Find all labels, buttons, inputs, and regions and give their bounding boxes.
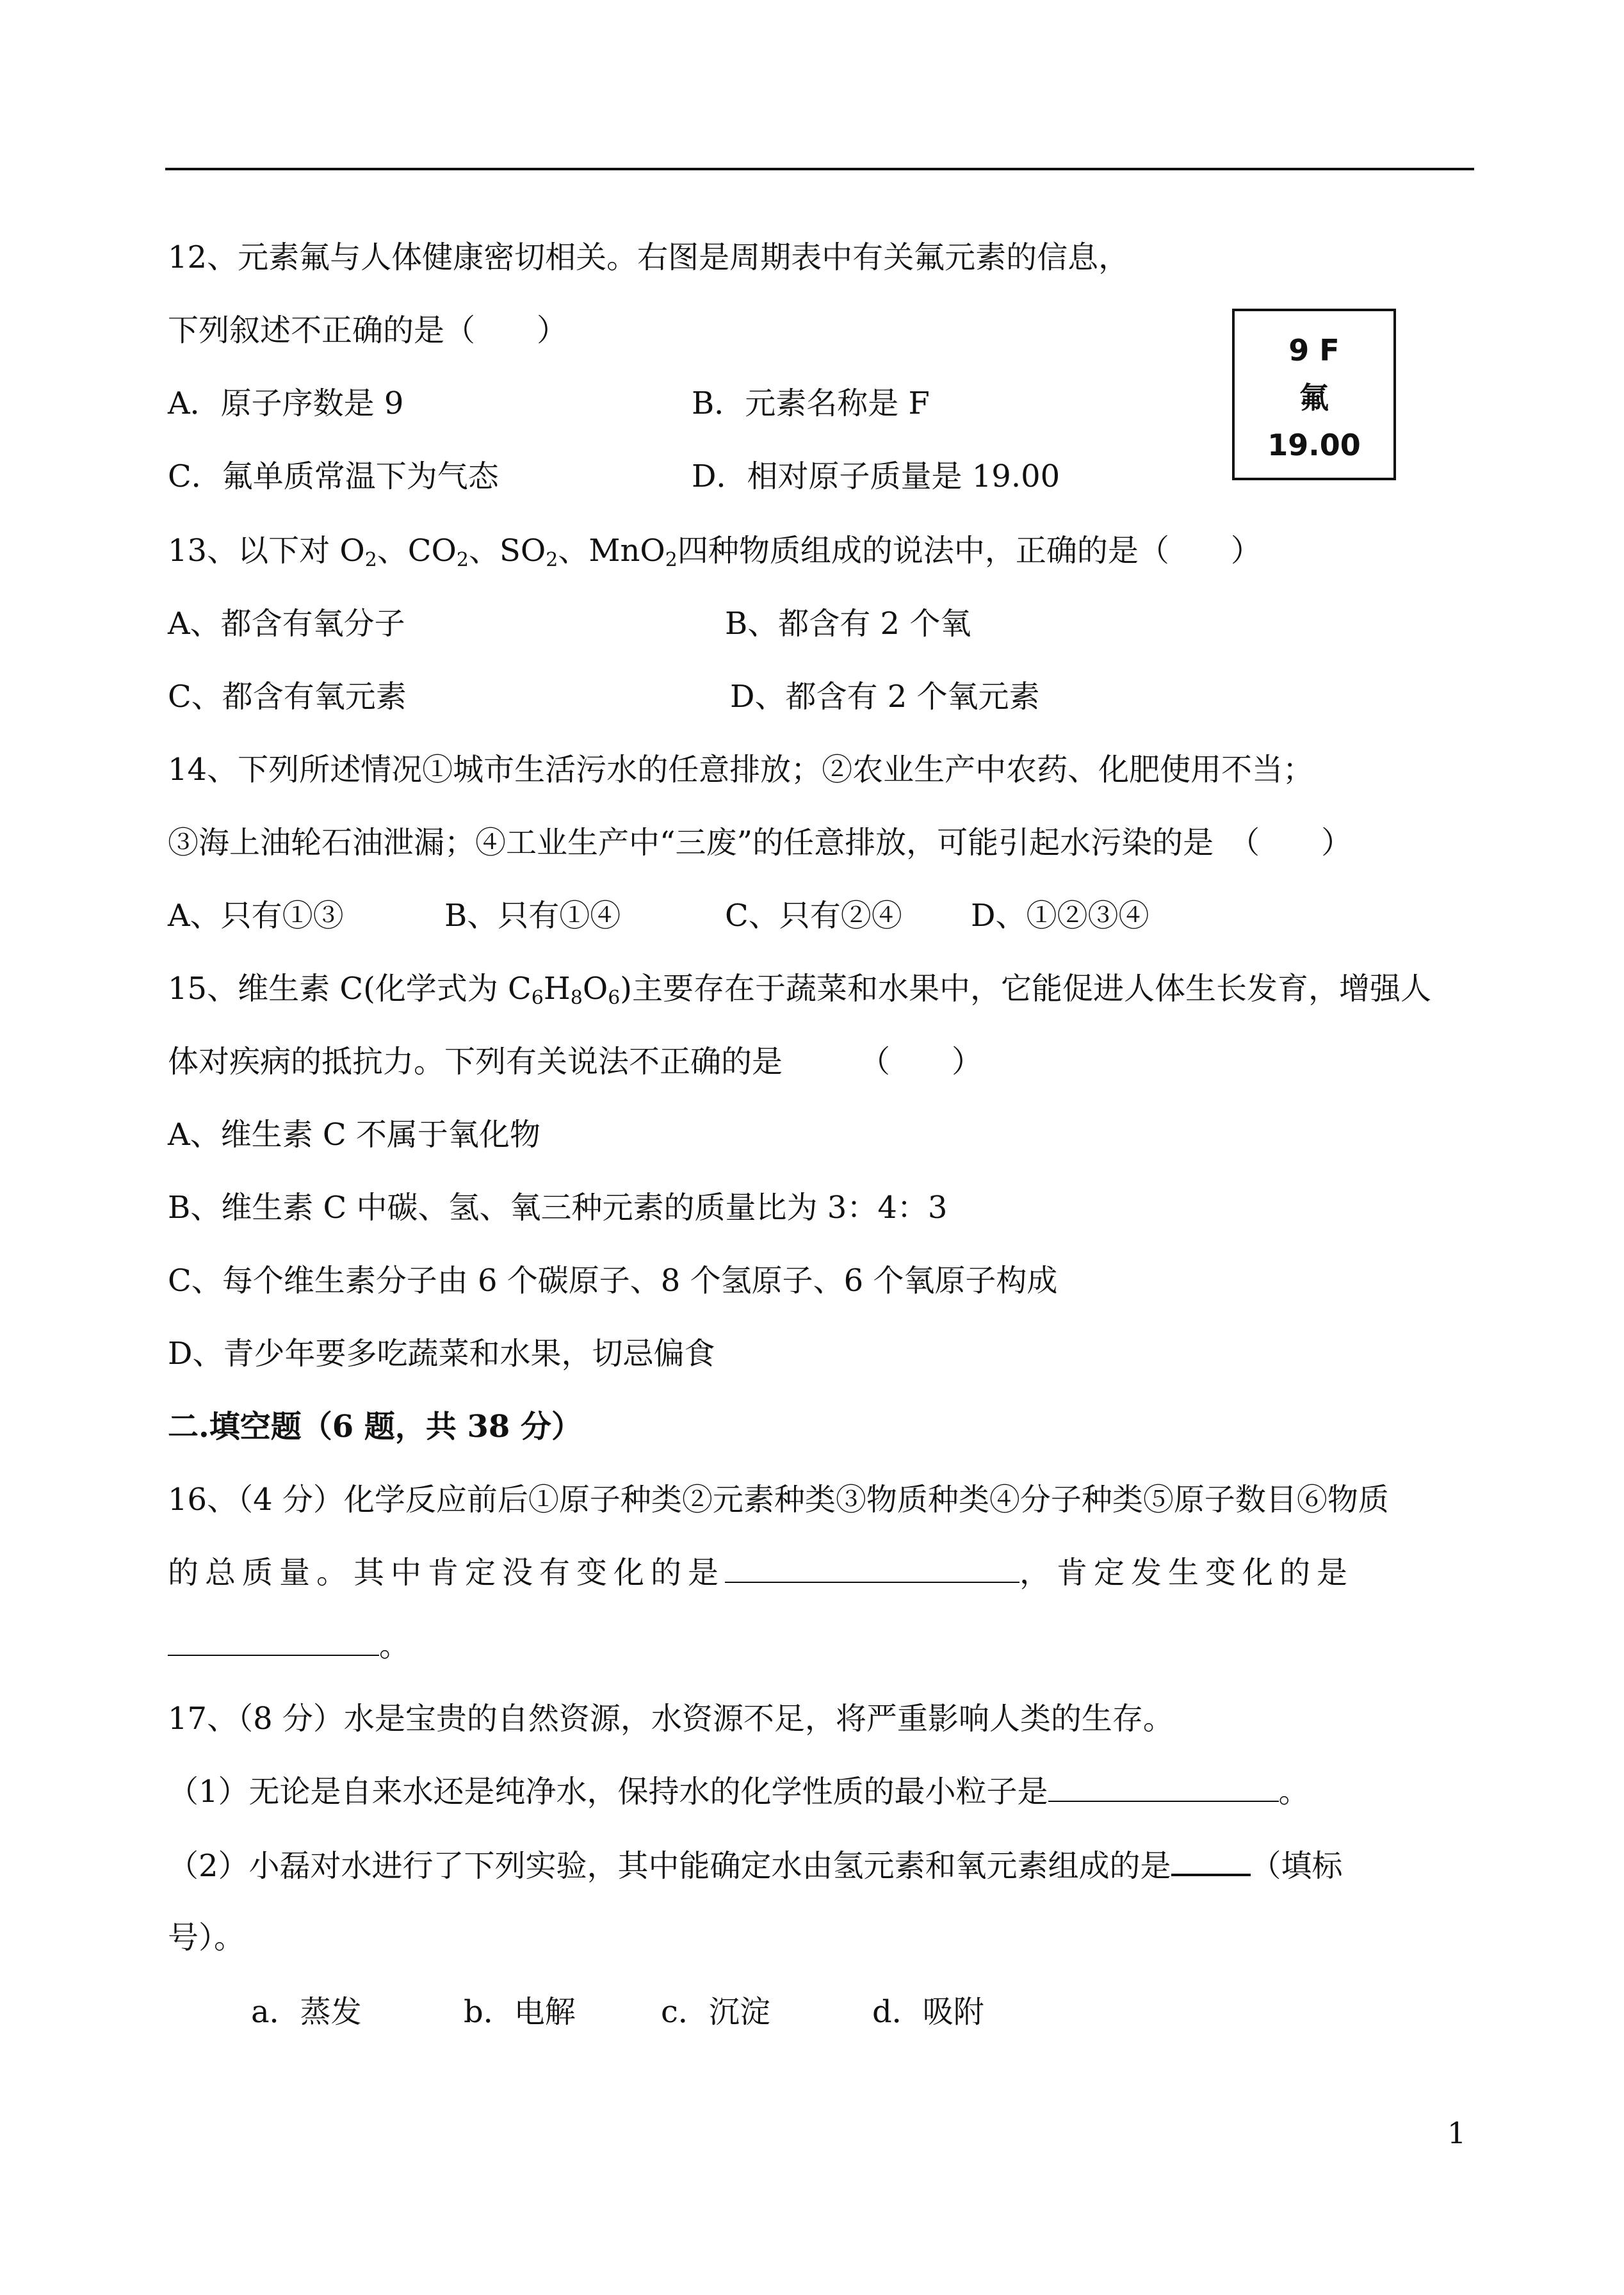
- q14-stem-line1: 14、下列所述情况①城市生活污水的任意排放；②农业生产中农药、化肥使用不当；: [168, 752, 1314, 788]
- q14-option-b: B、只有①④: [444, 898, 621, 934]
- q15-option-b: B、维生素 C 中碳、氢、氧三种元素的质量比为 3：4：3: [168, 1190, 948, 1226]
- q17-stem: 17、（8 分）水是宝贵的自然资源，水资源不足，将严重影响人类的生存。: [168, 1701, 1174, 1737]
- q17-option-d: d．吸附: [872, 1994, 984, 2030]
- q12-option-b: B．元素名称是 F: [692, 385, 930, 421]
- q14-stem-line2: ③海上油轮石油泄漏；④工业生产中“三废”的任意排放，可能引起水污染的是 （ ）: [168, 825, 1352, 861]
- q12-stem-line2: 下列叙述不正确的是（ ）: [168, 312, 568, 348]
- q12-stem-line1: 12、元素氟与人体健康密切相关。右图是周期表中有关氟元素的信息，: [168, 239, 1130, 275]
- q15-stem-line2: 体对疾病的抵抗力。下列有关说法不正确的是 （ ）: [168, 1044, 983, 1080]
- q13-option-a: A、都含有氧分子: [168, 606, 405, 642]
- q16-blank-changed[interactable]: [168, 1626, 379, 1656]
- q17-blank-2[interactable]: [1171, 1845, 1251, 1876]
- q13-option-c: C、都含有氧元素: [168, 679, 407, 715]
- q14-option-d: D、①②③④: [971, 898, 1149, 934]
- element-mass: 19.00: [1267, 428, 1361, 462]
- q12-option-c: C．氟单质常温下为气态: [168, 458, 499, 494]
- periodic-table-cell: [1232, 309, 1396, 480]
- q16-stem-line1: 16、（4 分）化学反应前后①原子种类②元素种类③物质种类④分子种类⑤原子数目⑥物质: [168, 1482, 1389, 1518]
- q17-part1: （1）无论是自来水还是纯净水，保持水的化学性质的最小粒子是 。: [168, 1774, 1310, 1810]
- q14-option-a: A、只有①③: [168, 898, 344, 934]
- q17-option-c: c．沉淀: [661, 1994, 770, 2030]
- q13-option-d: D、都含有 2 个氧元素: [730, 679, 1040, 715]
- q16-blank-unchanged[interactable]: [725, 1553, 1019, 1583]
- q15-stem-line1: 15、维生素 C(化学式为 $C_6H_8O_6$)主要存在于蔬菜和水果中，它能促进人体生长发育，增强人: [168, 971, 1432, 1009]
- q16-stem-line3: 。: [168, 1626, 410, 1665]
- element-number-symbol: 9 F: [1288, 333, 1340, 368]
- q15-option-c: C、每个维生素分子由 6 个碳原子、8 个氢原子、6 个氧原子构成: [168, 1263, 1058, 1299]
- q15-option-d: D、青少年要多吃蔬菜和水果，切忌偏食: [168, 1336, 715, 1372]
- element-name: 氟: [1299, 380, 1329, 415]
- q12-option-d: D．相对原子质量是 19.00: [692, 458, 1060, 494]
- section-title: 二.填空题（6 题，共 38 分）: [168, 1409, 583, 1445]
- q17-blank-1[interactable]: [1048, 1772, 1279, 1802]
- q13-stem: 13、以下对 $O_2$、$CO_2$、$SO_2$、MnO$_2$四种物质组成的说法中，正确的是（ ）: [168, 533, 1262, 571]
- header-rule: [165, 168, 1474, 170]
- q17-part2-cont: 号）。: [168, 1920, 245, 1956]
- q17-part2: （2）小磊对水进行了下列实验，其中能确定水由氢元素和氧元素组成的是 （填标: [168, 1845, 1343, 1885]
- q17-option-a: a．蒸发: [251, 1994, 362, 2030]
- page-number: 1: [1447, 2116, 1466, 2150]
- q14-option-c: C、只有②④: [725, 898, 902, 934]
- q17-option-b: b．电解: [464, 1994, 576, 2030]
- q15-option-a: A、维生素 C 不属于氧化物: [168, 1117, 540, 1153]
- q13-option-b: B、都含有 2 个氧: [725, 606, 971, 642]
- q12-option-a: A．原子序数是 9: [168, 385, 404, 421]
- q16-stem-line2: 的总质量。其中肯定没有变化的是 ，肯定发生变化的是: [168, 1555, 1354, 1591]
